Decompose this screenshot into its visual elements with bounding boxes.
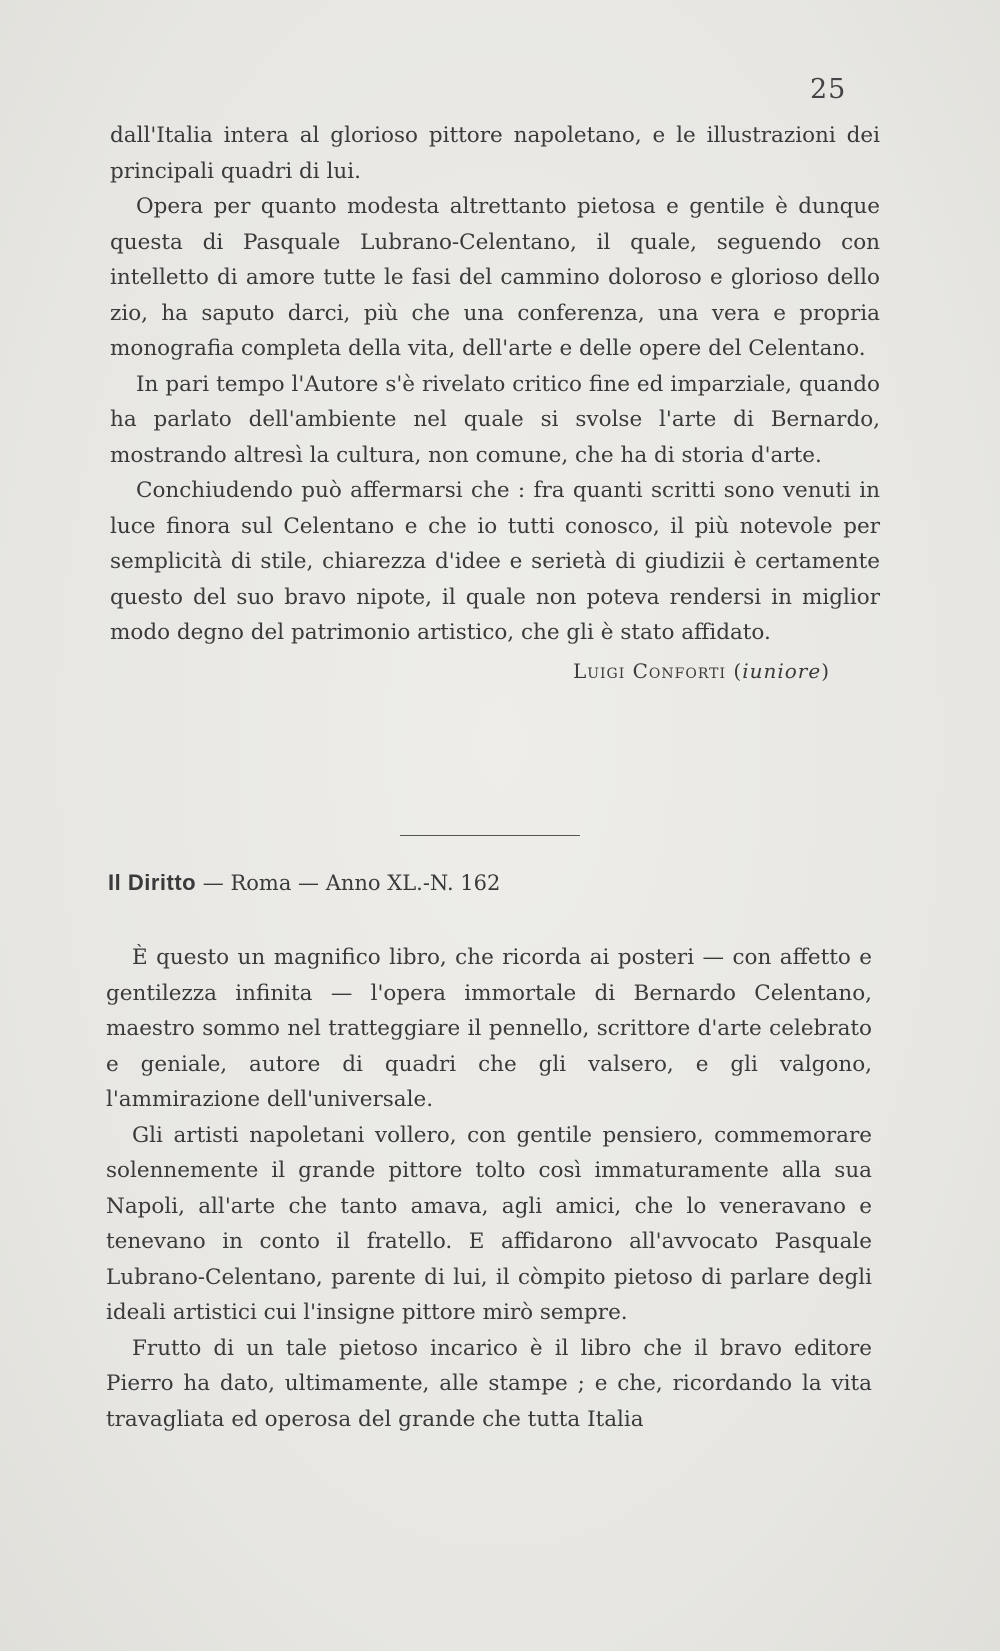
paragraph: Gli artisti napoletani vollero, con gentile pensiero, commemorare solennemente il grande pittore tolto così immaturamente alla sua Napoli, all'arte che tanto amava, agli amici, che lo veneravano e tenevano in conto il fratello. E affidarono all'avvocato Pasquale Lubrano-Celentano, parente di lui, il còmpito pietoso di parlare degli ideali artistici cui l'insigne pittore mirò sempre. xyxy=(106,1122,872,1325)
paragraph: In pari tempo l'Autore s'è rivelato critico fine ed imparziale, quando ha parlato dell'ambiente nel quale si svolse l'arte di Bernardo, mostrando altresì la cultura, non comune, che ha di storia d'arte. xyxy=(110,371,880,468)
signature-name: Luigi Conforti xyxy=(572,658,727,683)
review-il-diritto xyxy=(106,940,872,1437)
publication-city: Roma xyxy=(230,871,292,895)
page-number: 25 xyxy=(810,74,847,105)
separator: — xyxy=(196,871,231,895)
paragraph: Frutto di un tale pietoso incarico è il libro che il bravo editore Pierro ha dato, ultimamente, alle stampe ; e che, ricordando la vita travagliata ed operosa del grande che tutta Italia xyxy=(106,1335,872,1432)
paragraph: Opera per quanto modesta altrettanto pietosa e gentile è dunque questa di Pasquale Lubrano-Celentano, il quale, seguendo con intelletto di amore tutte le fasi del cammino doloroso e glorioso dello zio, ha saputo darci, più che una conferenza, una vera e propria monografia completa della vita, dell'arte e delle opere del Celentano. xyxy=(110,194,880,361)
paragraph: dall'Italia intera al glorioso pittore napoletano, e le illustrazioni dei principali quadri di lui. xyxy=(110,123,880,184)
paragraph: È questo un magnifico libro, che ricorda ai posteri — con affetto e gentilezza infinita — l'opera immortale di Bernardo Celentano, maestro sommo nel tratteggiare il pennello, scrittore d'arte celebrato e geniale, autore di quadri che gli valsero, e gli valgono, l'ammirazione dell'universale. xyxy=(106,945,872,1112)
signature: Luigi Conforti (iuniore) xyxy=(572,658,830,683)
review-conforti xyxy=(110,118,880,689)
paragraph: Conchiudendo può affermarsi che : fra quanti scritti sono venuti in luce finora sul Celentano e che io tutti conosco, il più notevole per semplicità di stile, chiarezza d'idee e serietà di giudizii è certamente questo del suo bravo nipote, il quale non poteva rendersi in miglior modo degno del patrimonio artistico, che gli è stato affidato. xyxy=(110,478,880,645)
section-divider xyxy=(400,835,580,836)
signature-suffix: iuniore xyxy=(742,658,822,683)
publication-issue: Anno XL.-N. 162 xyxy=(325,871,501,895)
publication-name: Il Diritto xyxy=(108,870,197,895)
source-heading xyxy=(108,870,500,896)
separator: — xyxy=(291,871,326,895)
